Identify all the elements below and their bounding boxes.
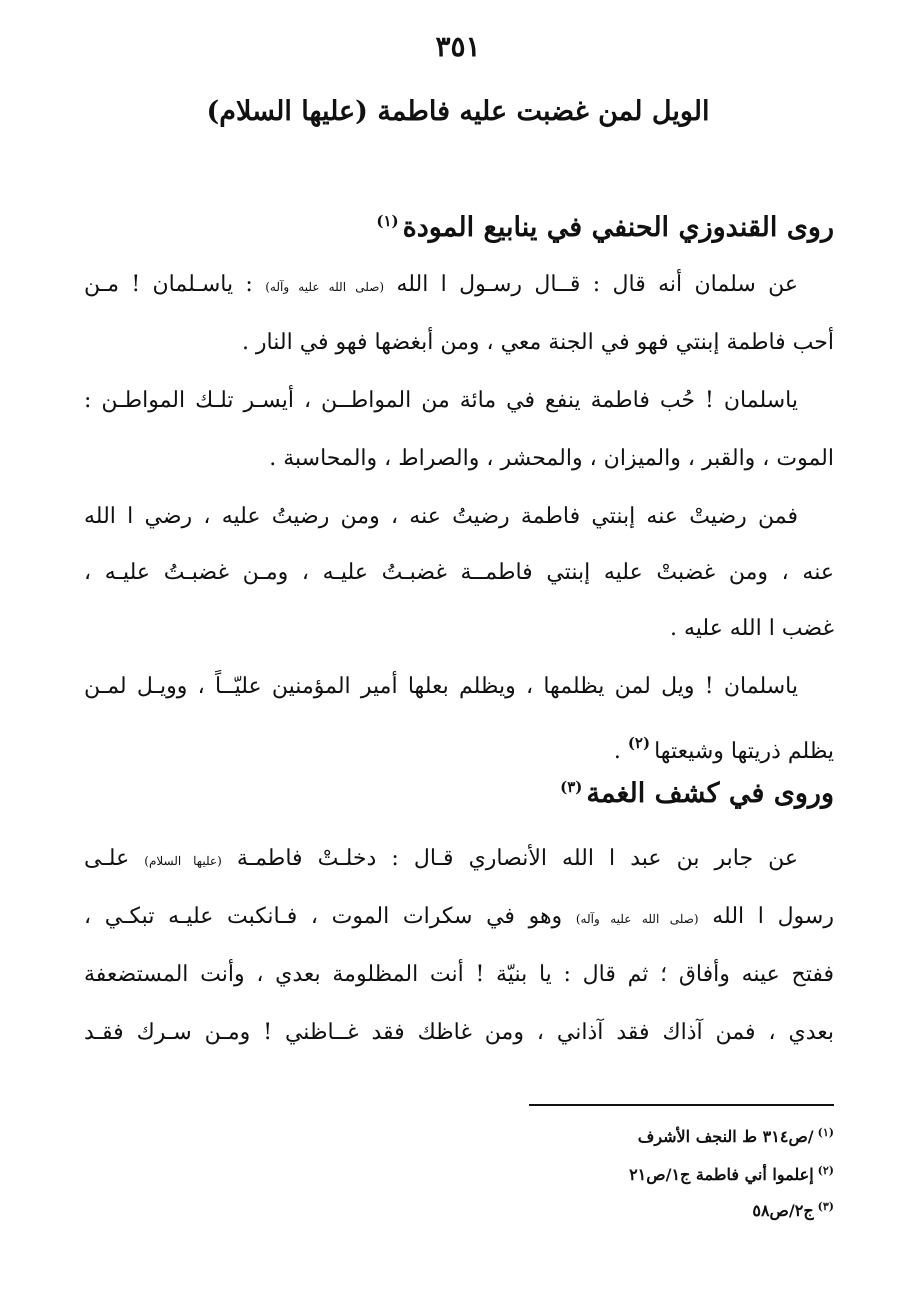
section-heading xyxy=(560,778,834,809)
footnote-text: ج٢/ص٥٨ xyxy=(752,1201,814,1220)
footnote-reference: (١) xyxy=(376,212,399,230)
text-line xyxy=(84,726,834,764)
text-line: عنه ، ومن غضبتْ عليه إبنتي فاطمــة غضبـتُ عليـه ، ومـن غضبـتُ عليـه ، xyxy=(84,560,834,585)
section-heading-text: وروى في كشف الغمة xyxy=(586,778,834,809)
honorific-small-text: (صلى الله عليه وآله) xyxy=(575,912,699,926)
footnote xyxy=(752,1200,834,1220)
footnote-text: إعلموا أني فاطمة ج١/ص٢١ xyxy=(629,1165,814,1184)
text-segment: رسول ا الله xyxy=(712,904,834,929)
text-segment: : ياسـلمان ! مـن xyxy=(84,272,253,297)
section-heading-text: روى القندوزي الحنفي في ينابيع المودة xyxy=(402,212,834,243)
text-line: بعدي ، فمن آذاك فقد آذاني ، ومن غاظك فقد غــاظني ! ومـن سـرك فقـد xyxy=(84,1020,834,1045)
footnote-mark: (٣) xyxy=(817,1200,834,1213)
text-line: ياسلمان ! ويل لمن يظلمها ، ويظلم بعلها أمير المؤمنين عليّــاً ، وويـل لمـن xyxy=(84,674,798,699)
footnote-divider xyxy=(529,1104,834,1106)
footnote-text: /ص٣١٤ ط النجف الأشرف xyxy=(637,1127,814,1146)
honorific-small-text: (عليها السلام) xyxy=(144,854,222,868)
footnote-reference: (٢) xyxy=(627,734,651,752)
footnote-reference: (٣) xyxy=(560,778,583,796)
honorific-small-text: (صلى الله عليه وآله) xyxy=(265,280,385,294)
text-line: ياسلمان ! حُب فاطمة ينفع في مائة من المواطــن ، أيسـر تلـك المواطـن : xyxy=(84,388,798,413)
text-line: ففتح عينه وأفاق ؛ ثم قال : يا بنيّة ! أنت المظلومة بعدي ، وأنت المستضعفة xyxy=(84,962,834,987)
text-segment: عن سلمان أنه قال : قــال رسـول ا الله xyxy=(396,272,799,297)
text-segment: علـى xyxy=(84,846,130,871)
text-line xyxy=(84,900,834,938)
chapter-title: الويل لمن غضبت عليه فاطمة (عليها السلام) xyxy=(206,96,710,127)
text-line: الموت ، والقبر ، والميزان ، والمحشر ، والصراط ، والمحاسبة . xyxy=(269,446,834,471)
footnote xyxy=(638,1126,834,1146)
text-line: فمن رضيتْ عنه إبنتي فاطمة رضيتُ عنه ، ومن رضيتُ عليه ، رضي ا الله xyxy=(84,504,798,529)
footnote-mark: (٢) xyxy=(817,1164,834,1177)
page-number: ٣٥١ xyxy=(435,30,481,63)
section-heading xyxy=(376,212,834,243)
footnote xyxy=(629,1164,834,1184)
text-line xyxy=(84,268,798,306)
text-segment: عن جابر بن عبد ا الله الأنصاري قـال : دخلـتْ فاطمـة xyxy=(236,846,799,871)
text-line: غضب ا الله عليه . xyxy=(669,616,834,641)
text-segment: وهو في سكرات الموت ، فـانكبت عليـه تبكـي ، xyxy=(84,904,563,929)
text-line xyxy=(84,842,798,880)
footnote-mark: (١) xyxy=(817,1126,834,1139)
text-segment: يظلم ذريتها وشيعتها xyxy=(654,739,834,764)
text-segment: . xyxy=(613,739,628,764)
text-line: أحب فاطمة إبنتي فهو في الجنة معي ، ومن أبغضها فهو في النار . xyxy=(241,330,834,355)
